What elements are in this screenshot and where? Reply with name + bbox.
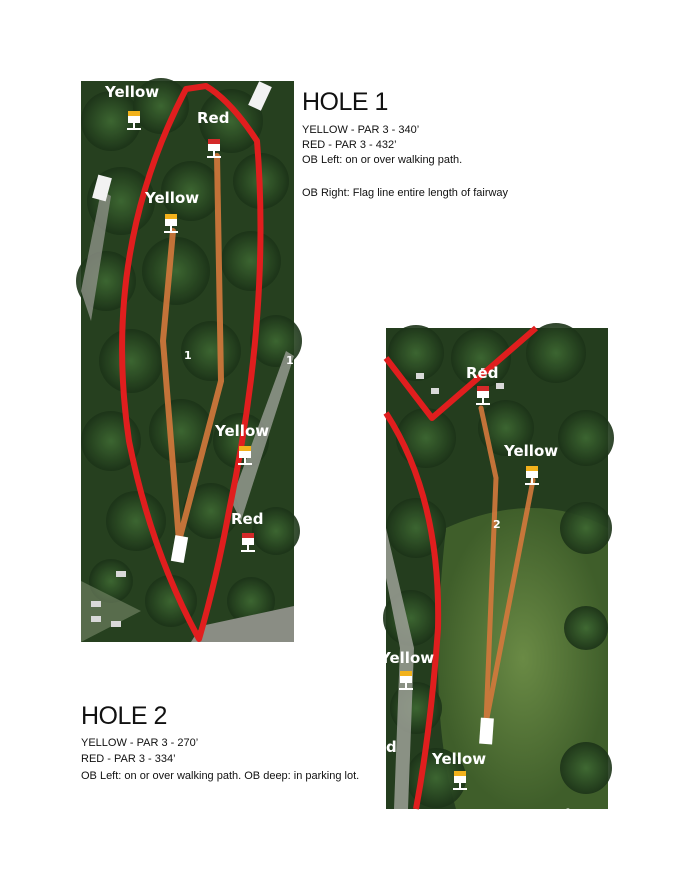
map-label-yellow-top: Yellow: [105, 83, 160, 101]
hole-1-red-par: RED - PAR 3 - 432’: [302, 139, 397, 151]
map-hole-number: 1: [184, 349, 192, 362]
hole-2-map: [380, 328, 608, 824]
hole-1-title: HOLE 1: [302, 88, 388, 116]
hole-2-yellow-par: YELLOW - PAR 3 - 270’: [81, 737, 199, 749]
map-label-yellow-right: Yellow: [504, 442, 559, 460]
hole-2-red-par: RED - PAR 3 - 334’: [81, 753, 176, 765]
map-label-yellow-mid: Yellow: [145, 189, 200, 207]
hole-2-aerial-image: [380, 328, 608, 824]
hole-2-ob-note: OB Left: on or over walking path. OB deep: in parking lot.: [81, 770, 360, 782]
map-label-red-partial: Red: [538, 806, 571, 824]
map-hole-number: 2: [493, 518, 501, 531]
hole-1-ob-left: OB Left: on or over walking path.: [302, 154, 463, 166]
hole-2-title: HOLE 2: [81, 702, 167, 730]
map-label-red-top: Red: [197, 109, 230, 127]
map-label-red-top: Red: [466, 364, 499, 382]
hole-1-ob-right: OB Right: Flag line entire length of fairway: [302, 187, 509, 199]
map-label-yellow-left: Yellow: [380, 649, 435, 667]
map-edge-number: 1: [286, 354, 294, 367]
map-label-yellow-bottom: Yellow: [432, 750, 487, 768]
hole-1-yellow-par: YELLOW - PAR 3 - 340’: [302, 124, 420, 136]
map-label-d-left: d: [386, 738, 397, 756]
hole-1-map: [81, 81, 294, 642]
hole-1-aerial-image: [81, 81, 294, 642]
map-label-red-bottom: Red: [231, 510, 264, 528]
map-label-yellow-right: Yellow: [215, 422, 270, 440]
